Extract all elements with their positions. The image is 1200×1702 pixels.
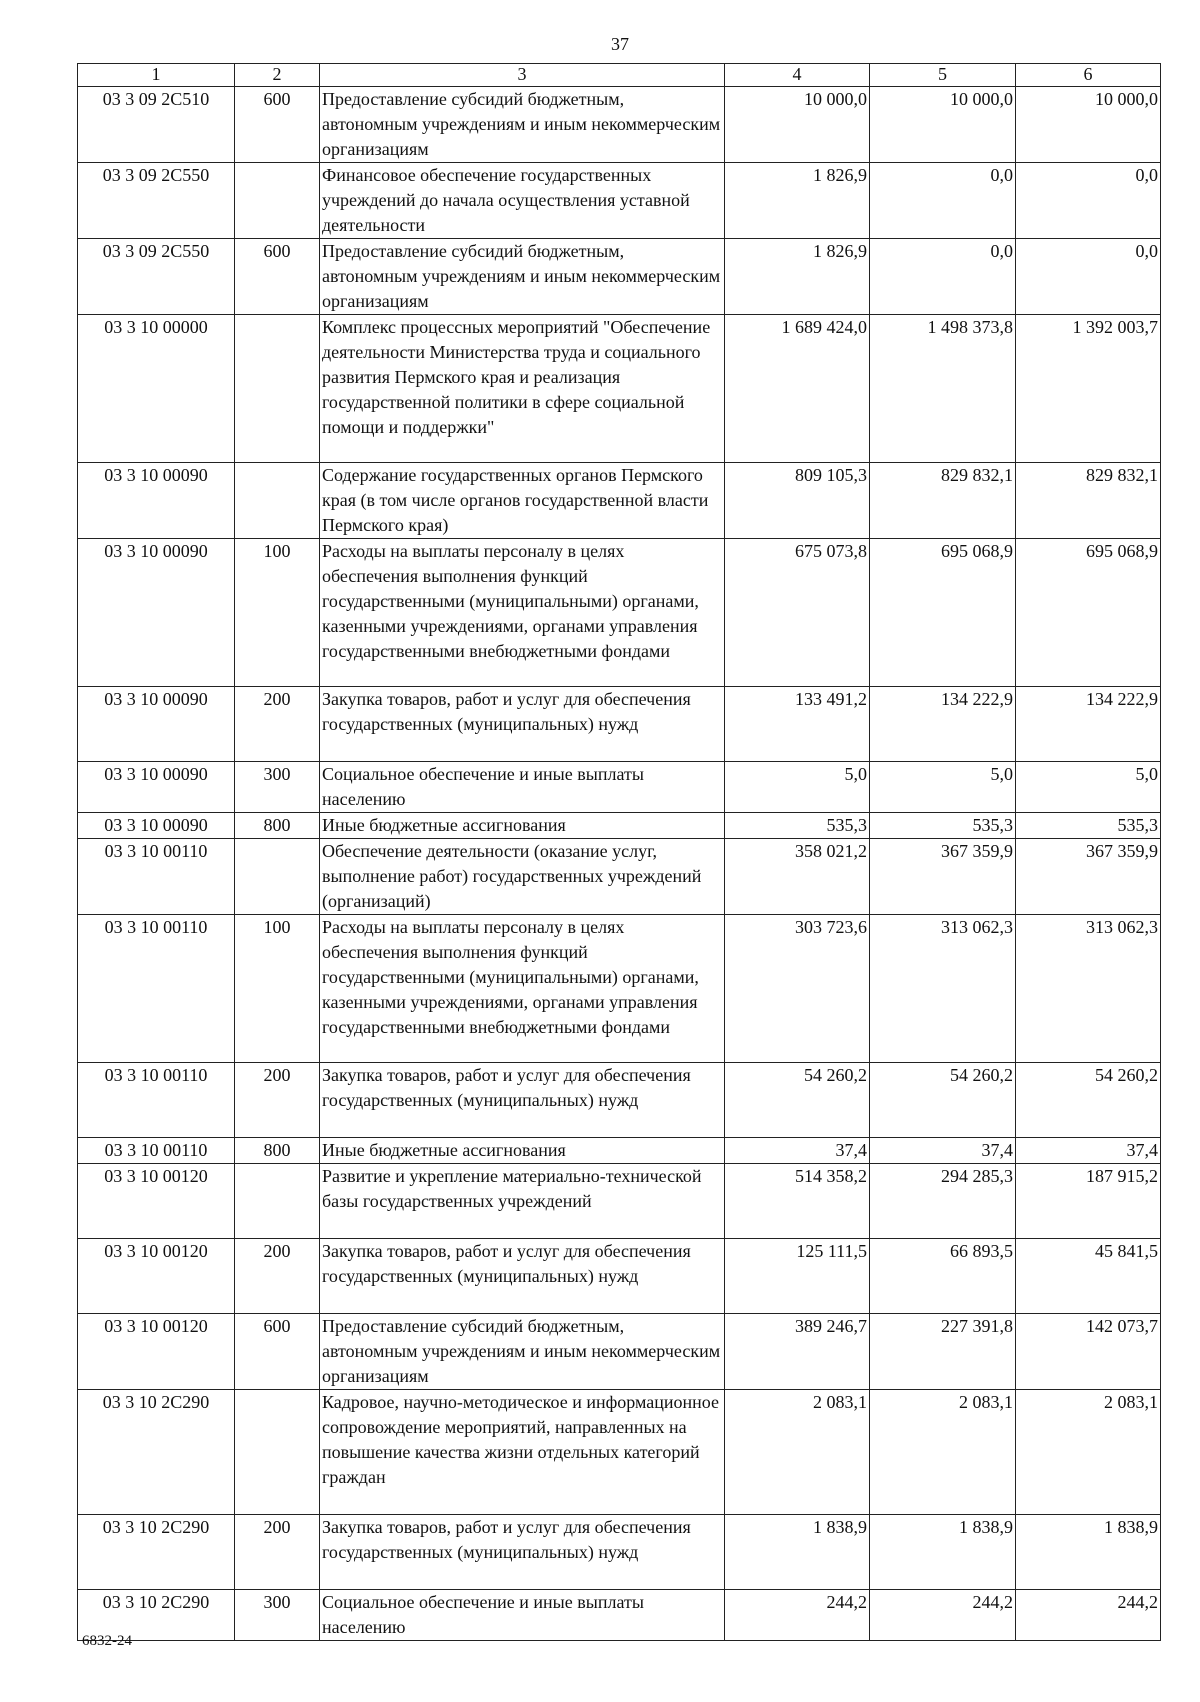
- amount-col-6: 1 392 003,7: [1016, 315, 1161, 463]
- item-name: Расходы на выплаты персоналу в целях обеспечения выполнения функций государственными (муниципальными) органами, казенными учреждениями, органами управления государственными внебюджетными фондами: [320, 539, 725, 687]
- amount-col-4: 5,0: [725, 762, 870, 813]
- table-row: [78, 1063, 1161, 1138]
- item-name: Комплекс процессных мероприятий "Обеспечение деятельности Министерства труда и социального развития Пермского края и реализация государственной политики в сфере социальной помощи и поддержки": [320, 315, 725, 463]
- target-article-code: 03 3 10 00110: [78, 1138, 235, 1164]
- amount-col-5: 10 000,0: [870, 87, 1016, 163]
- table-row: [78, 687, 1161, 762]
- table-row: [78, 163, 1161, 239]
- target-article-code: 03 3 10 00000: [78, 315, 235, 463]
- table-row: [78, 915, 1161, 1063]
- amount-col-4: 675 073,8: [725, 539, 870, 687]
- target-article-code: 03 3 10 00120: [78, 1314, 235, 1390]
- amount-col-4: 1 826,9: [725, 239, 870, 315]
- table-row: [78, 813, 1161, 839]
- target-article-code: 03 3 10 00110: [78, 839, 235, 915]
- target-article-code: 03 3 09 2С550: [78, 239, 235, 315]
- amount-col-5: 54 260,2: [870, 1063, 1016, 1138]
- expense-type-code: 300: [235, 1590, 320, 1641]
- table-row: [78, 839, 1161, 915]
- column-header-2: 2: [235, 64, 320, 87]
- item-name: Социальное обеспечение и иные выплаты населению: [320, 762, 725, 813]
- target-article-code: 03 3 10 00090: [78, 539, 235, 687]
- item-name: Предоставление субсидий бюджетным, автономным учреждениям и иным некоммерческим организациям: [320, 87, 725, 163]
- expense-type-code: 800: [235, 813, 320, 839]
- amount-col-6: 2 083,1: [1016, 1390, 1161, 1515]
- column-header-4: 4: [725, 64, 870, 87]
- amount-col-5: 244,2: [870, 1590, 1016, 1641]
- amount-col-5: 227 391,8: [870, 1314, 1016, 1390]
- expense-type-code: 200: [235, 1239, 320, 1314]
- amount-col-5: 294 285,3: [870, 1164, 1016, 1239]
- target-article-code: 03 3 10 00090: [78, 463, 235, 539]
- amount-col-6: 244,2: [1016, 1590, 1161, 1641]
- amount-col-4: 133 491,2: [725, 687, 870, 762]
- item-name: Кадровое, научно-методическое и информационное сопровождение мероприятий, направленных на повышение качества жизни отдельных категорий граждан: [320, 1390, 725, 1515]
- amount-col-5: 1 838,9: [870, 1515, 1016, 1590]
- item-name: Иные бюджетные ассигнования: [320, 813, 725, 839]
- amount-col-6: 37,4: [1016, 1138, 1161, 1164]
- amount-col-5: 5,0: [870, 762, 1016, 813]
- amount-col-6: 54 260,2: [1016, 1063, 1161, 1138]
- expense-type-code: [235, 1164, 320, 1239]
- column-header-3: 3: [320, 64, 725, 87]
- column-header-6: 6: [1016, 64, 1161, 87]
- amount-col-6: 45 841,5: [1016, 1239, 1161, 1314]
- item-name: Закупка товаров, работ и услуг для обеспечения государственных (муниципальных) нужд: [320, 687, 725, 762]
- amount-col-5: 829 832,1: [870, 463, 1016, 539]
- item-name: Закупка товаров, работ и услуг для обеспечения государственных (муниципальных) нужд: [320, 1063, 725, 1138]
- budget-table: [77, 63, 1161, 1641]
- amount-col-4: 2 083,1: [725, 1390, 870, 1515]
- amount-col-5: 37,4: [870, 1138, 1016, 1164]
- amount-col-5: 1 498 373,8: [870, 315, 1016, 463]
- column-header-1: 1: [78, 64, 235, 87]
- target-article-code: 03 3 10 00120: [78, 1239, 235, 1314]
- table-row: [78, 315, 1161, 463]
- table-row: [78, 1239, 1161, 1314]
- target-article-code: 03 3 09 2С550: [78, 163, 235, 239]
- amount-col-6: 5,0: [1016, 762, 1161, 813]
- item-name: Обеспечение деятельности (оказание услуг, выполнение работ) государственных учреждений (организаций): [320, 839, 725, 915]
- item-name: Развитие и укрепление материально-технической базы государственных учреждений: [320, 1164, 725, 1239]
- expense-type-code: [235, 839, 320, 915]
- table-row: [78, 762, 1161, 813]
- table-row: [78, 1590, 1161, 1641]
- amount-col-5: 66 893,5: [870, 1239, 1016, 1314]
- amount-col-6: 187 915,2: [1016, 1164, 1161, 1239]
- table-row: [78, 87, 1161, 163]
- amount-col-6: 0,0: [1016, 239, 1161, 315]
- table-row: [78, 1164, 1161, 1239]
- amount-col-4: 1 689 424,0: [725, 315, 870, 463]
- table-row: [78, 463, 1161, 539]
- expense-type-code: 100: [235, 915, 320, 1063]
- amount-col-6: 313 062,3: [1016, 915, 1161, 1063]
- item-name: Закупка товаров, работ и услуг для обеспечения государственных (муниципальных) нужд: [320, 1515, 725, 1590]
- target-article-code: 03 3 09 2С510: [78, 87, 235, 163]
- amount-col-4: 535,3: [725, 813, 870, 839]
- expense-type-code: [235, 315, 320, 463]
- amount-col-6: 134 222,9: [1016, 687, 1161, 762]
- expense-type-code: 300: [235, 762, 320, 813]
- table-row: [78, 239, 1161, 315]
- amount-col-4: 1 838,9: [725, 1515, 870, 1590]
- expense-type-code: [235, 1390, 320, 1515]
- expense-type-code: 800: [235, 1138, 320, 1164]
- target-article-code: 03 3 10 00110: [78, 915, 235, 1063]
- amount-col-5: 2 083,1: [870, 1390, 1016, 1515]
- target-article-code: 03 3 10 2С290: [78, 1590, 235, 1641]
- target-article-code: 03 3 10 00110: [78, 1063, 235, 1138]
- amount-col-5: 367 359,9: [870, 839, 1016, 915]
- amount-col-4: 389 246,7: [725, 1314, 870, 1390]
- item-name: Предоставление субсидий бюджетным, автономным учреждениям и иным некоммерческим организациям: [320, 1314, 725, 1390]
- item-name: Содержание государственных органов Пермского края (в том числе органов государственной власти Пермского края): [320, 463, 725, 539]
- expense-type-code: 600: [235, 87, 320, 163]
- target-article-code: 03 3 10 00090: [78, 762, 235, 813]
- item-name: Расходы на выплаты персоналу в целях обеспечения выполнения функций государственными (муниципальными) органами, казенными учреждениями, органами управления государственными внебюджетными фондами: [320, 915, 725, 1063]
- expense-type-code: [235, 463, 320, 539]
- amount-col-4: 244,2: [725, 1590, 870, 1641]
- expense-type-code: [235, 163, 320, 239]
- amount-col-6: 367 359,9: [1016, 839, 1161, 915]
- column-number-row: [78, 64, 1161, 87]
- amount-col-5: 695 068,9: [870, 539, 1016, 687]
- amount-col-6: 1 838,9: [1016, 1515, 1161, 1590]
- amount-col-6: 142 073,7: [1016, 1314, 1161, 1390]
- item-name: Социальное обеспечение и иные выплаты населению: [320, 1590, 725, 1641]
- amount-col-4: 10 000,0: [725, 87, 870, 163]
- amount-col-6: 829 832,1: [1016, 463, 1161, 539]
- expense-type-code: 200: [235, 687, 320, 762]
- target-article-code: 03 3 10 2С290: [78, 1515, 235, 1590]
- amount-col-4: 809 105,3: [725, 463, 870, 539]
- amount-col-4: 1 826,9: [725, 163, 870, 239]
- expense-type-code: 200: [235, 1063, 320, 1138]
- column-header-5: 5: [870, 64, 1016, 87]
- target-article-code: 03 3 10 00120: [78, 1164, 235, 1239]
- amount-col-5: 313 062,3: [870, 915, 1016, 1063]
- amount-col-5: 535,3: [870, 813, 1016, 839]
- target-article-code: 03 3 10 00090: [78, 813, 235, 839]
- page-number: 37: [611, 34, 629, 54]
- amount-col-5: 134 222,9: [870, 687, 1016, 762]
- amount-col-4: 54 260,2: [725, 1063, 870, 1138]
- item-name: Закупка товаров, работ и услуг для обеспечения государственных (муниципальных) нужд: [320, 1239, 725, 1314]
- table-row: [78, 1390, 1161, 1515]
- amount-col-4: 303 723,6: [725, 915, 870, 1063]
- target-article-code: 03 3 10 2С290: [78, 1390, 235, 1515]
- table-row: [78, 1138, 1161, 1164]
- amount-col-4: 125 111,5: [725, 1239, 870, 1314]
- amount-col-4: 514 358,2: [725, 1164, 870, 1239]
- amount-col-4: 37,4: [725, 1138, 870, 1164]
- table-row: [78, 1314, 1161, 1390]
- amount-col-5: 0,0: [870, 239, 1016, 315]
- target-article-code: 03 3 10 00090: [78, 687, 235, 762]
- item-name: Иные бюджетные ассигнования: [320, 1138, 725, 1164]
- amount-col-5: 0,0: [870, 163, 1016, 239]
- table-row: [78, 1515, 1161, 1590]
- expense-type-code: 600: [235, 239, 320, 315]
- expense-type-code: 100: [235, 539, 320, 687]
- table-row: [78, 539, 1161, 687]
- document-code: 6832-24: [82, 1633, 132, 1649]
- amount-col-4: 358 021,2: [725, 839, 870, 915]
- amount-col-6: 0,0: [1016, 163, 1161, 239]
- amount-col-6: 695 068,9: [1016, 539, 1161, 687]
- amount-col-6: 10 000,0: [1016, 87, 1161, 163]
- amount-col-6: 535,3: [1016, 813, 1161, 839]
- expense-type-code: 200: [235, 1515, 320, 1590]
- item-name: Предоставление субсидий бюджетным, автономным учреждениям и иным некоммерческим организациям: [320, 239, 725, 315]
- item-name: Финансовое обеспечение государственных учреждений до начала осуществления уставной деятельности: [320, 163, 725, 239]
- expense-type-code: 600: [235, 1314, 320, 1390]
